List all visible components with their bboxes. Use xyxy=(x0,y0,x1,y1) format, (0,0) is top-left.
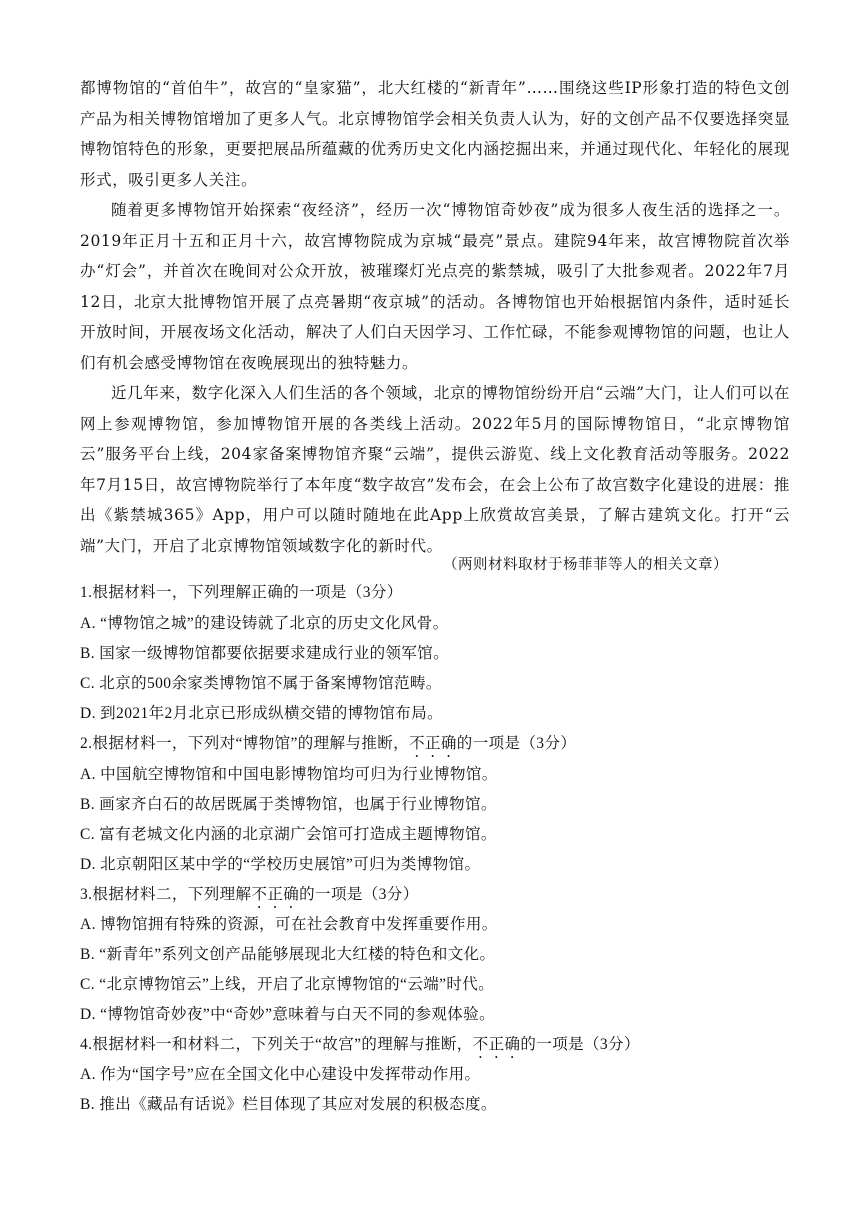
question-2-option-c: C. 富有老城文化内涵的北京湖广会馆可打造成主题博物馆。 xyxy=(80,826,497,843)
question-4-stem xyxy=(80,1034,800,1062)
question-2-option-b: B. 画家齐白石的故居既属于类博物馆，也属于行业博物馆。 xyxy=(80,796,497,813)
question-2-emphasis: 不正确 xyxy=(409,735,457,752)
material-paragraph-2: 随着更多博物馆开始探索“夜经济”，经历一次“博物馆奇妙夜”成为很多人夜生活的选择之一。2019年正月十五和正月十六，故宫博物院成为京城“最亮”景点。建院94年来，故宫博物院首次举办“灯会”，并首次在晚间对公众开放，被璀璨灯光点亮的紫禁城，吸引了大批参观者。2022年7月12日，北京大批博物馆开展了点亮暑期“夜京城”的活动。各博物馆也开始根据馆内条件，适时延长开放时间，开展夜场文化活动，解决了人们白天因学习、工作忙碌，不能参观博物馆的问题，也让人们有机会感受博物馆在夜晚展现出的独特魅力。 xyxy=(80,201,790,372)
question-4-emphasis: 不正确 xyxy=(472,1036,521,1053)
question-4-stem-suffix: 的一项是（3分） xyxy=(520,1036,640,1053)
question-3-option-c: C. “北京博物馆云”上线，开启了北京博物馆的“云端”时代。 xyxy=(80,976,495,993)
question-4-stem-prefix: 4.根据材料一和材料二，下列关于“故宫”的理解与推断， xyxy=(80,1036,473,1053)
question-1-stem: 1.根据材料一，下列理解正确的一项是（3分） xyxy=(80,584,403,601)
question-3-stem-prefix: 3.根据材料二，下列理解 xyxy=(80,886,252,903)
material-source-note: （两则材料取材于杨菲菲等人的相关文章） xyxy=(443,557,728,573)
question-3-option-b: B. “新青年”系列文创产品能够展现北大红楼的特色和文化。 xyxy=(80,946,496,963)
question-2-stem-suffix: 的一项是（3分） xyxy=(456,735,577,752)
material-paragraph-1: 都博物馆的“首伯牛”，故宫的“皇家猫”，北大红楼的“新青年”……围绕这些IP形象打造的特色文创产品为相关博物馆增加了更多人气。北京博物馆学会相关负责人认为，好的文创产品不仅要选择突显博物馆特色的形象，更要把展品所蕴藏的优秀历史文化内涵挖掘出来，并通过现代化、年轻化的展现形式，吸引更多人关注。 xyxy=(80,79,790,189)
question-3-emphasis: 不正确 xyxy=(251,886,300,903)
question-3-option-d: D. “博物馆奇妙夜”中“奇妙”意味着与白天不同的参观体验。 xyxy=(80,1006,495,1023)
question-2-stem xyxy=(80,733,800,761)
question-2-option-d: D. 北京朝阳区某中学的“学校历史展馆”可归为类博物馆。 xyxy=(80,856,481,873)
material-paragraph-3: 近几年来，数字化深入人们生活的各个领域，北京的博物馆纷纷开启“云端”大门，让人们可以在网上参观博物馆，参加博物馆开展的各类线上活动。2022年5月的国际博物馆日，“北京博物馆云”服务平台上线，204家备案博物馆齐聚“云端”，提供云游览、线上文化教育活动等服务。2022年7月15日，故宫博物院举行了本年度“数字故宫”发布会，在会上公布了故宫数字化建设的进展：推出《紫禁城365》App，用户可以随时随地在此App上欣赏故宫美景，了解古建筑文化。打开“云端”大门，开启了北京博物馆领域数字化的新时代。 xyxy=(80,384,790,555)
question-2-stem-prefix: 2.根据材料一，下列对“博物馆”的理解与推断， xyxy=(80,735,410,752)
question-3-stem xyxy=(80,884,800,912)
question-3-stem-suffix: 的一项是（3分） xyxy=(299,886,419,903)
question-1-option-d: D. 到2021年2月北京已形成纵横交错的博物馆布局。 xyxy=(80,705,443,722)
question-1-option-c: C. 北京的500余家类博物馆不属于备案博物馆范畴。 xyxy=(80,675,442,692)
question-1-option-b: B. 国家一级博物馆都要依据要求建成行业的领军馆。 xyxy=(80,645,450,662)
question-2-option-a: A. 中国航空博物馆和中国电影博物馆均可归为行业博物馆。 xyxy=(80,766,498,783)
question-4-option-a: A. 作为“国字号”应在全国文化中心建设中发挥带动作用。 xyxy=(80,1066,481,1083)
question-4-option-b: B. 推出《藏品有话说》栏目体现了其应对发展的积极态度。 xyxy=(80,1096,497,1113)
question-1-option-a: A. “博物馆之城”的建设铸就了北京的历史文化风骨。 xyxy=(80,615,449,632)
question-3-option-a: A. 博物馆拥有特殊的资源，可在社会教育中发挥重要作用。 xyxy=(80,916,498,933)
